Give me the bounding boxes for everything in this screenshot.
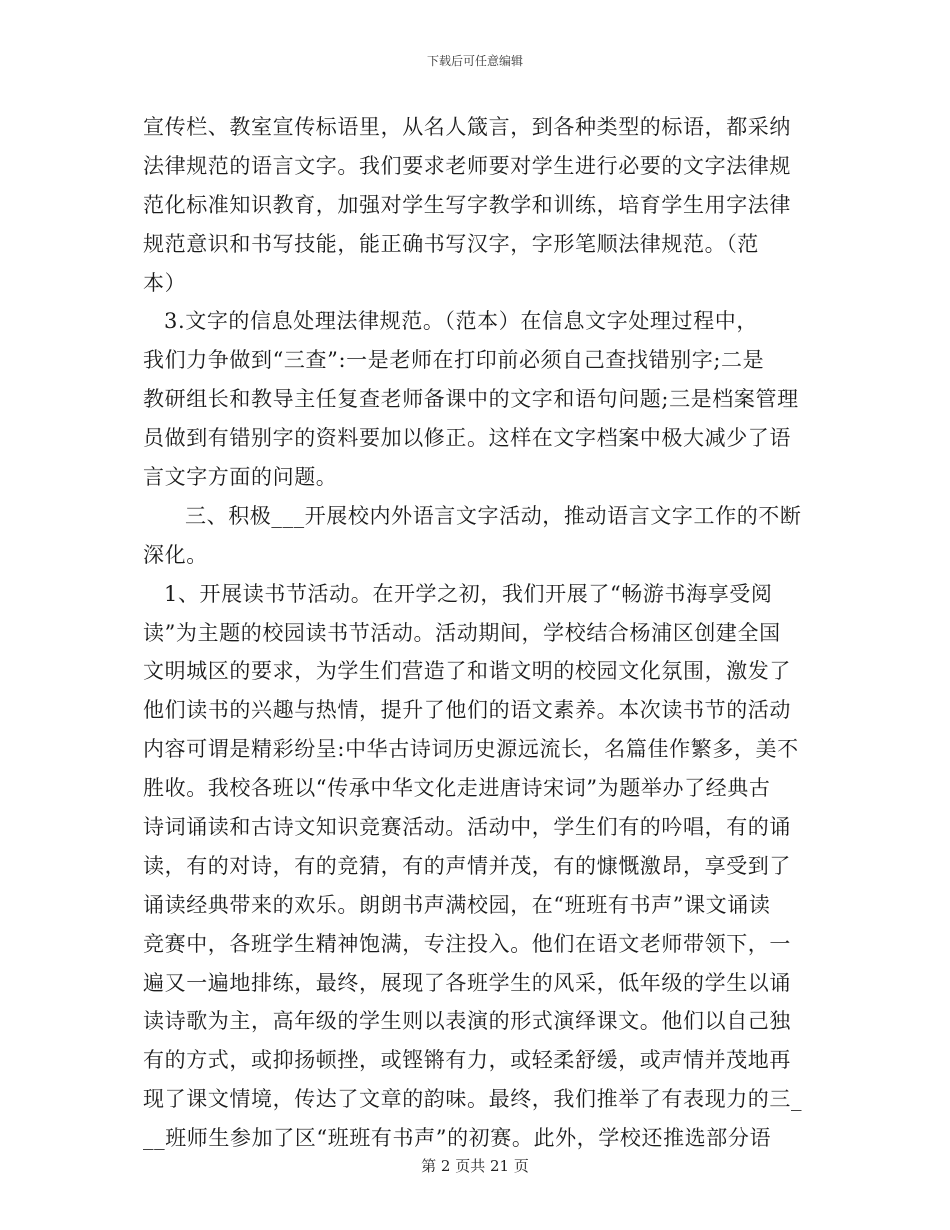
text-line: 读，有的对诗，有的竞猜，有的声情并茂，有的慷慨激昂，享受到了	[143, 853, 791, 878]
text-line: 员做到有错别字的资料要加以修正。这样在文字档案中极大减少了语	[143, 426, 791, 451]
text-line: 胜收。我校各班以“传承中华文化走进唐诗宋词”为题举办了经典古	[143, 776, 771, 801]
text-line: 言文字方面的问题。	[143, 465, 338, 490]
document-body	[143, 108, 808, 1158]
text-line: 诗词诵读和古诗文知识竞赛活动。活动中，学生们有的吟唱，有的诵	[143, 815, 791, 840]
text-line: 1、开展读书节活动。在开学之初，我们开展了“畅游书海享受阅	[164, 581, 773, 606]
text-line: 法律规范的语言文字。我们要求老师要对学生进行必要的文字法律规	[143, 153, 791, 178]
text-line: __班师生参加了区“班班有书声”的初赛。此外，学校还推选部分语	[143, 1126, 772, 1151]
text-line: 诵读经典带来的欢乐。朗朗书声满校园，在“班班有书声”课文诵读	[143, 892, 771, 917]
text-line: 我们力争做到“三查”:一是老师在打印前必须自己查找错别字;二是	[143, 348, 765, 373]
page-footer: 第 2 页共 21 页	[421, 1157, 529, 1175]
text-line: 深化。	[143, 542, 208, 567]
text-line: 范化标准知识教育，加强对学生写字教学和训练，培育学生用字法律	[143, 192, 791, 217]
text-line: 教研组长和教导主任复查老师备课中的文字和语句问题;三是档案管理	[143, 387, 799, 412]
text-line: 他们读书的兴趣与热情，提升了他们的语文素养。本次读书节的活动	[143, 698, 791, 723]
text-line: 读诗歌为主，高年级的学生则以表演的形式演绎课文。他们以自己独	[143, 1009, 791, 1034]
text-line: 现了课文情境，传达了文章的韵味。最终，我们推举了有表现力的三_	[143, 1087, 803, 1112]
page-header: 下载后可任意编辑	[426, 54, 523, 68]
text-line: 有的方式，或抑扬顿挫，或铿锵有力，或轻柔舒缓，或声情并茂地再	[143, 1048, 791, 1073]
text-line: 内容可谓是精彩纷呈:中华古诗词历史源远流长，名篇佳作繁多，美不	[143, 737, 799, 762]
text-line: 文明城区的要求，为学生们营造了和谐文明的校园文化氛围，激发了	[143, 659, 791, 684]
text-line: 宣传栏、教室宣传标语里，从名人箴言，到各种类型的标语，都采纳	[143, 115, 791, 139]
text-line: 规范意识和书写技能，能正确书写汉字，字形笔顺法律规范。（范	[143, 231, 759, 256]
text-line: 三、积极___开展校内外语言文字活动，推动语言文字工作的不断	[185, 503, 802, 528]
text-line: 读”为主题的校园读书节活动。活动期间，学校结合杨浦区创建全国	[143, 620, 781, 645]
text-line: 竞赛中，各班学生精神饱满，专注投入。他们在语文老师带领下，一	[143, 931, 791, 956]
text-line: 3.文字的信息处理法律规范。（范本）在信息文字处理过程中，	[164, 309, 758, 334]
text-line: 遍又一遍地排练，最终，展现了各班学生的风采，低年级的学生以诵	[143, 970, 791, 995]
text-line: 本）	[143, 270, 187, 295]
